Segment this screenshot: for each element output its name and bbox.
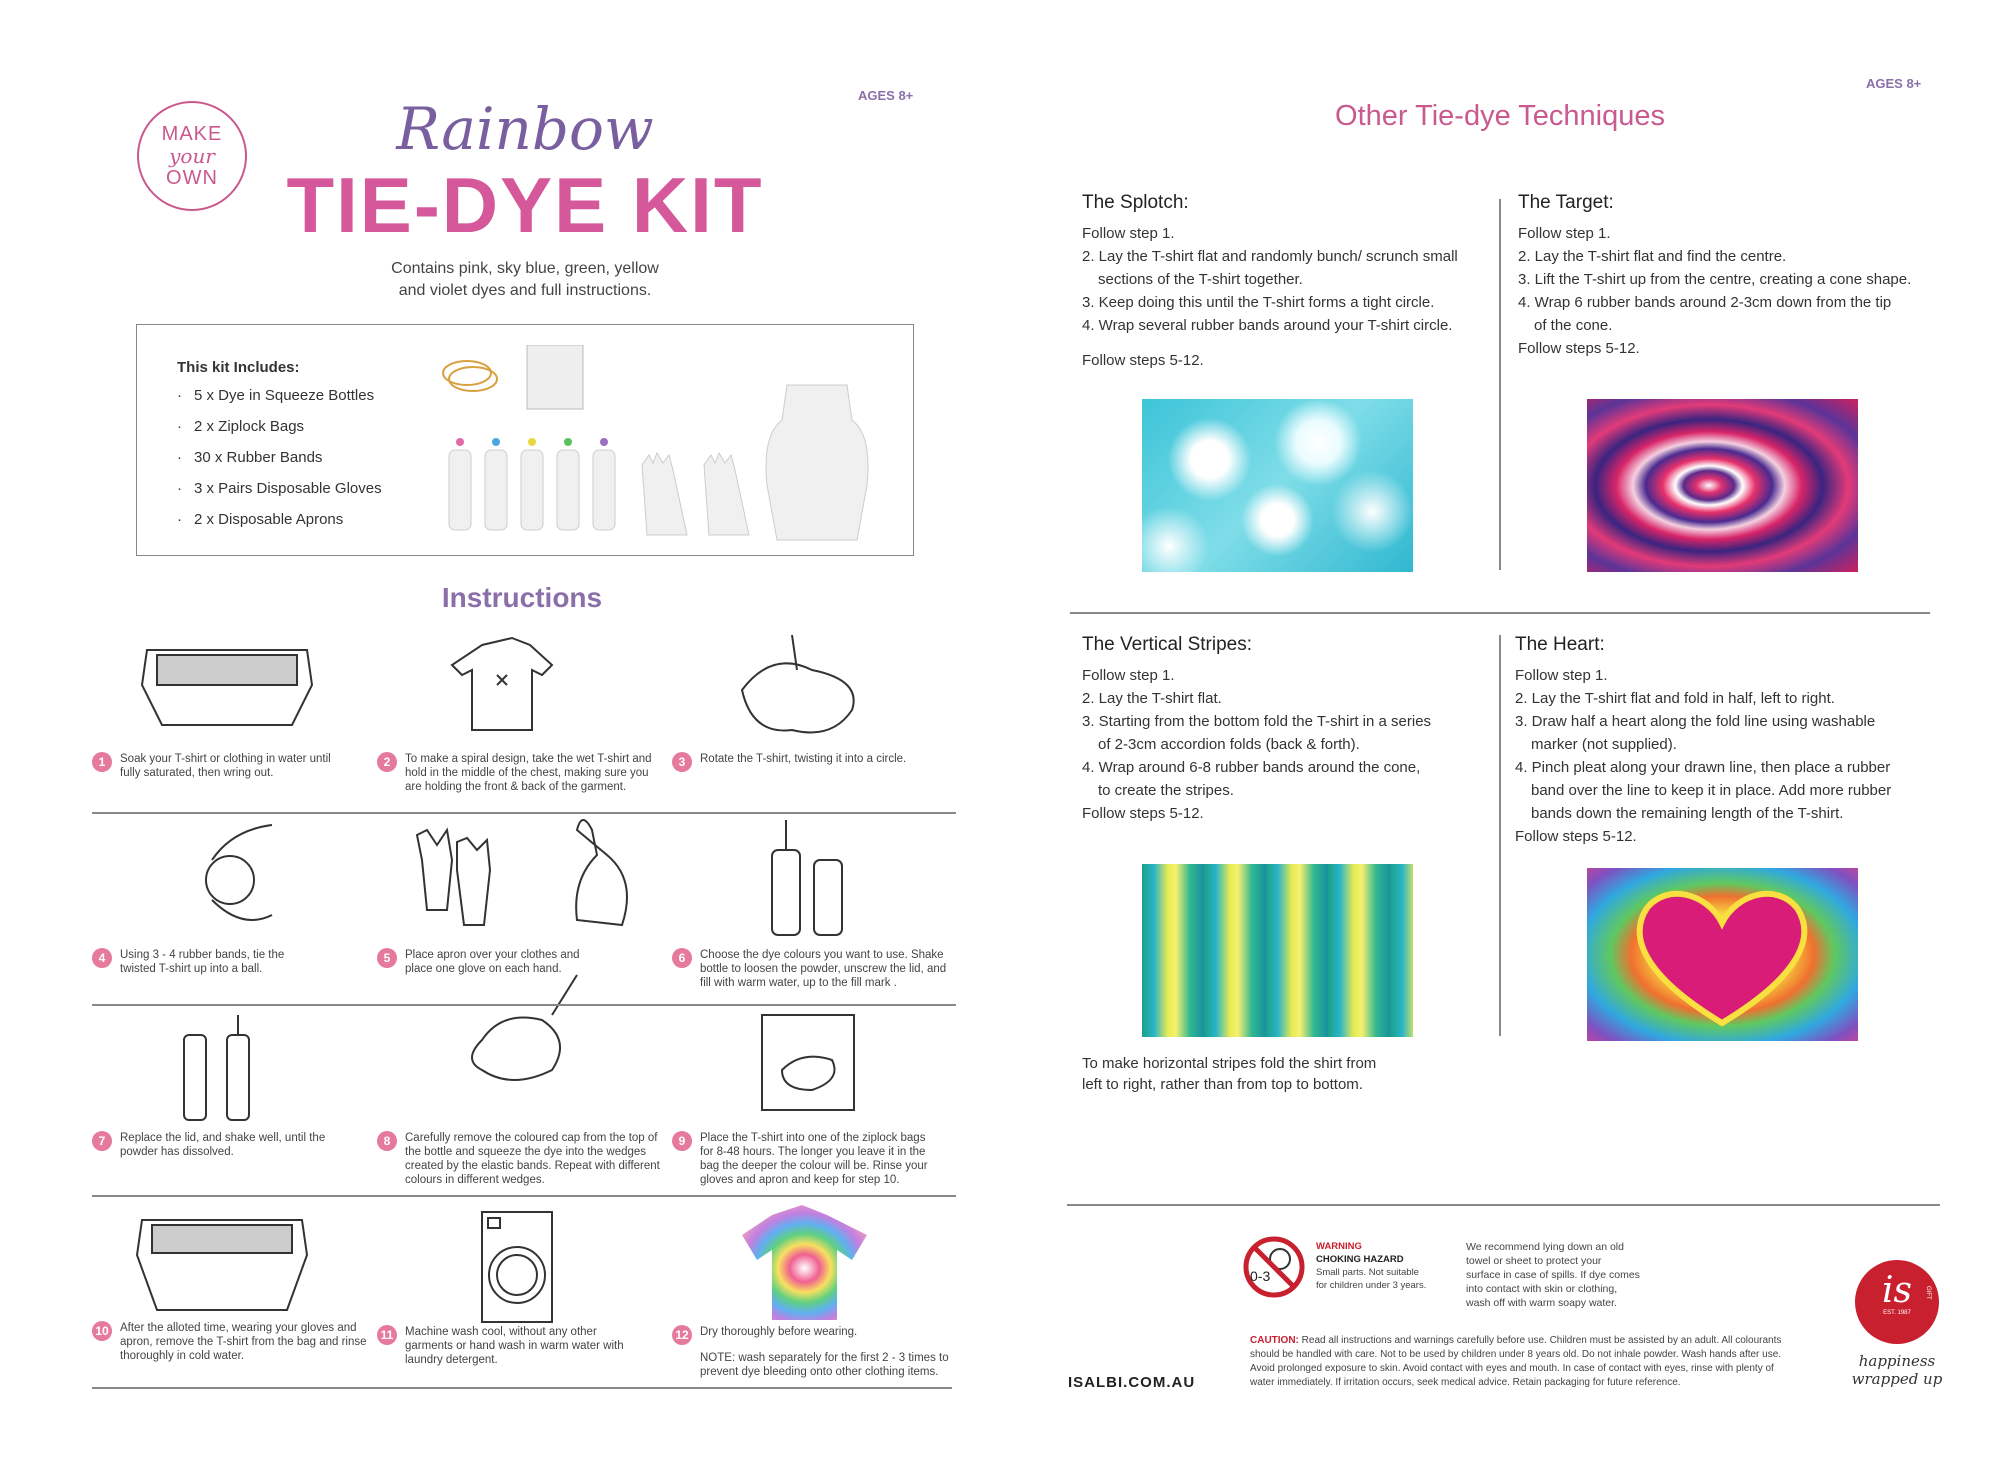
- step-number: 11: [377, 1325, 397, 1345]
- instruction-line: Follow step 1.: [1082, 667, 1175, 684]
- step-number: 12: [672, 1325, 692, 1345]
- step-number: 8: [377, 1131, 397, 1151]
- warning-label: WARNING: [1316, 1241, 1362, 1252]
- step-12: [672, 1325, 952, 1379]
- warning-text: Small parts. Not suitable: [1316, 1267, 1419, 1278]
- step-text: Rotate the T-shirt, twisting it into a circle.: [700, 753, 907, 765]
- kit-list: [177, 387, 382, 542]
- step-2: [377, 752, 657, 794]
- recommendation: [1466, 1240, 1666, 1310]
- instruction-line: 2. Lay the T-shirt flat and randomly bunch/ scrunch small: [1082, 248, 1458, 265]
- recommend-line: wash off with warm soapy water.: [1466, 1297, 1617, 1309]
- step-text: Replace the lid, and shake well, until the powder has dissolved.: [120, 1132, 326, 1158]
- isgift-logo: [1855, 1260, 1939, 1344]
- step-3: [672, 752, 942, 772]
- step-number: 5: [377, 948, 397, 968]
- wash-note: NOTE: wash separately for the first 2 - 3 times to prevent dye bleeding onto other clothing items.: [700, 1352, 949, 1378]
- section-heading: The Vertical Stripes:: [1082, 634, 1253, 655]
- stripes-section: [1082, 634, 1492, 825]
- kit-description: [300, 258, 750, 302]
- instruction-line: marker (not supplied).: [1531, 736, 1677, 753]
- logo-mark: is: [1882, 1270, 1912, 1311]
- description-line: and violet dyes and full instructions.: [398, 282, 652, 299]
- instruction-line: of 2-3cm accordion folds (back & forth).: [1098, 736, 1360, 753]
- step-text: After the alloted time, wearing your gloves and apron, remove the T-shirt from the bag and rinse thoroughly in cold water.: [120, 1322, 367, 1362]
- logo-tagline: [1840, 1352, 1954, 1388]
- divider: [92, 1195, 956, 1197]
- divider: [1067, 1204, 1940, 1206]
- note-line: To make horizontal stripes fold the shirt from: [1082, 1055, 1377, 1072]
- instruction-line: Follow step 1.: [1518, 225, 1611, 242]
- step-11: [377, 1325, 627, 1367]
- list-item: · 2 x Disposable Aprons: [177, 511, 382, 542]
- warning-title: CHOKING HAZARD: [1316, 1254, 1404, 1265]
- step-7: [92, 1131, 332, 1159]
- list-item: · 3 x Pairs Disposable Gloves: [177, 480, 382, 511]
- recommend-line: into contact with skin or clothing,: [1466, 1283, 1618, 1295]
- follow-steps: Follow steps 5-12.: [1515, 828, 1637, 845]
- instruction-line: 3. Starting from the bottom fold the T-shirt in a series: [1082, 713, 1432, 730]
- step-text: Dry thoroughly before wearing.: [700, 1326, 858, 1338]
- instruction-line: 2. Lay the T-shirt flat and fold in half, left to right.: [1515, 690, 1835, 707]
- step-number: 7: [92, 1131, 112, 1151]
- target-section: [1518, 192, 1938, 360]
- section-heading: The Target:: [1518, 192, 1614, 213]
- caution-text: [1250, 1334, 1800, 1390]
- step-number: 4: [92, 948, 112, 968]
- description-line: Contains pink, sky blue, green, yellow: [391, 260, 659, 277]
- caution-body: Read all instructions and warnings carefully before use. Children must be assisted by an adult. All colourants should be handled with care. Not to be used by children under 8 years old. Do not inhale powder. Wash hands after use. Avoid prolonged exposure to skin. Avoid contact with eyes and mouth. In case of contact with eyes, rinse with plenty of water immediately. If irritation occurs, seek medical advice. Retain packaging for future reference.: [1250, 1335, 1782, 1388]
- instruction-line: of the cone.: [1534, 317, 1613, 334]
- step-text: Place the T-shirt into one of the ziplock bags for 8-48 hours. The longer you leave it in the bag the deeper the colour will be. Rinse your gloves and apron and keep for step 10.: [700, 1132, 928, 1186]
- list-item: · 5 x Dye in Squeeze Bottles: [177, 387, 382, 418]
- logo-gift: GIFT: [1925, 1286, 1931, 1300]
- tagline-line: happiness: [1858, 1352, 1936, 1370]
- title-script: Rainbow: [396, 95, 654, 163]
- step-9: [672, 1131, 932, 1187]
- kit-heading: This kit Includes:: [177, 359, 300, 376]
- section-heading: The Splotch:: [1082, 192, 1189, 213]
- step-text: Machine wash cool, without any other garments or hand wash in warm water with laundry detergent.: [405, 1326, 624, 1366]
- step-number: 2: [377, 752, 397, 772]
- instruction-line: 4. Wrap around 6-8 rubber bands around the cone,: [1082, 759, 1421, 776]
- follow-steps: Follow steps 5-12.: [1082, 352, 1204, 369]
- step-10: [92, 1321, 367, 1363]
- divider: [1070, 612, 1930, 614]
- instructions-heading: Instructions: [441, 582, 603, 613]
- step-6: [672, 948, 947, 990]
- step-4: [92, 948, 292, 976]
- step-number: 1: [92, 752, 112, 772]
- step-5: [377, 948, 597, 976]
- instruction-line: to create the stripes.: [1098, 782, 1234, 799]
- logo-est: EST. 1987: [1883, 1310, 1911, 1316]
- note-line: left to right, rather than from top to bottom.: [1082, 1076, 1363, 1093]
- divider: [92, 1387, 952, 1389]
- instruction-line: Follow step 1.: [1515, 667, 1608, 684]
- step-text: Soak your T-shirt or clothing in water until fully saturated, then wring out.: [120, 753, 331, 779]
- recommend-line: surface in case of spills. If dye comes: [1466, 1269, 1640, 1281]
- instruction-line: band over the line to keep it in place. Add more rubber: [1531, 782, 1892, 799]
- step-1: [92, 752, 332, 780]
- make-your-own-badge: [137, 101, 247, 211]
- divider: [1499, 635, 1501, 1036]
- step-text: To make a spiral design, take the wet T-shirt and hold in the middle of the chest, making sure you are holding the front & back of the garment.: [405, 753, 652, 793]
- step-8: [377, 1131, 662, 1187]
- stripes-example-image: [1142, 864, 1413, 1037]
- badge-line: your: [169, 144, 215, 168]
- badge-line: MAKE: [161, 123, 223, 145]
- step-text: Place apron over your clothes and place one glove on each hand.: [405, 949, 580, 975]
- follow-steps: Follow steps 5-12.: [1518, 340, 1640, 357]
- choking-hazard-icon: [1242, 1235, 1306, 1299]
- follow-steps: Follow steps 5-12.: [1082, 805, 1204, 822]
- horizontal-stripes-note: [1082, 1053, 1482, 1095]
- age-restriction: 0-3: [1250, 1268, 1271, 1284]
- list-item: · 30 x Rubber Bands: [177, 449, 382, 480]
- step-text: Using 3 - 4 rubber bands, tie the twisted T-shirt up into a ball.: [120, 949, 285, 975]
- step-number: 9: [672, 1131, 692, 1151]
- divider: [92, 1004, 956, 1006]
- instruction-line: 4. Wrap several rubber bands around your T-shirt circle.: [1082, 317, 1453, 334]
- badge-line: OWN: [166, 167, 218, 189]
- section-heading: The Heart:: [1515, 634, 1605, 655]
- heart-example-image: [1587, 868, 1858, 1041]
- instruction-line: bands down the remaining length of the T-shirt.: [1531, 805, 1844, 822]
- page-title: TIE-DYE KIT: [286, 161, 764, 249]
- instruction-line: 3. Lift the T-shirt up from the centre, creating a cone shape.: [1518, 271, 1912, 288]
- instruction-line: 2. Lay the T-shirt flat.: [1082, 690, 1222, 707]
- instruction-line: sections of the T-shirt together.: [1098, 271, 1303, 288]
- instruction-line: 4. Wrap 6 rubber bands around 2-3cm down from the tip: [1518, 294, 1892, 311]
- techniques-title: Other Tie-dye Techniques: [1335, 100, 1665, 132]
- splotch-section: [1082, 192, 1482, 372]
- recommend-line: We recommend lying down an old: [1466, 1241, 1624, 1253]
- instruction-line: 4. Pinch pleat along your drawn line, then place a rubber: [1515, 759, 1891, 776]
- kit-contents-box: [136, 324, 914, 556]
- divider: [92, 812, 956, 814]
- instruction-line: 3. Draw half a heart along the fold line using washable: [1515, 713, 1876, 730]
- warning-text: for children under 3 years.: [1316, 1280, 1427, 1291]
- step-text: Choose the dye colours you want to use. Shake bottle to loosen the powder, unscrew the lid, and fill with warm water, up to the fill mark .: [700, 949, 947, 989]
- website-link[interactable]: ISALBI.COM.AU: [1068, 1374, 1196, 1391]
- step-number: 10: [92, 1321, 112, 1341]
- instruction-line: 3. Keep doing this until the T-shirt forms a tight circle.: [1082, 294, 1435, 311]
- list-item: · 2 x Ziplock Bags: [177, 418, 382, 449]
- target-example-image: [1587, 399, 1858, 572]
- instruction-line: Follow step 1.: [1082, 225, 1175, 242]
- instruction-line: 2. Lay the T-shirt flat and find the centre.: [1518, 248, 1787, 265]
- kit-contents-illustration: [437, 345, 897, 545]
- recommend-line: towel or sheet to protect your: [1466, 1255, 1602, 1267]
- warning-block: [1316, 1240, 1446, 1292]
- tagline-line: wrapped up: [1851, 1370, 1943, 1388]
- age-label: AGES 8+: [858, 88, 914, 103]
- step-number: 3: [672, 752, 692, 772]
- age-label: AGES 8+: [1866, 76, 1922, 91]
- splotch-example-image: [1142, 399, 1413, 572]
- step-text: Carefully remove the coloured cap from the top of the bottle and squeeze the dye into the wedges created by the elastic bands. Repeat with different colours in different wedges.: [405, 1132, 660, 1186]
- heart-section: [1515, 634, 1935, 848]
- divider: [1499, 199, 1501, 570]
- step-number: 6: [672, 948, 692, 968]
- caution-label: CAUTION:: [1250, 1335, 1299, 1346]
